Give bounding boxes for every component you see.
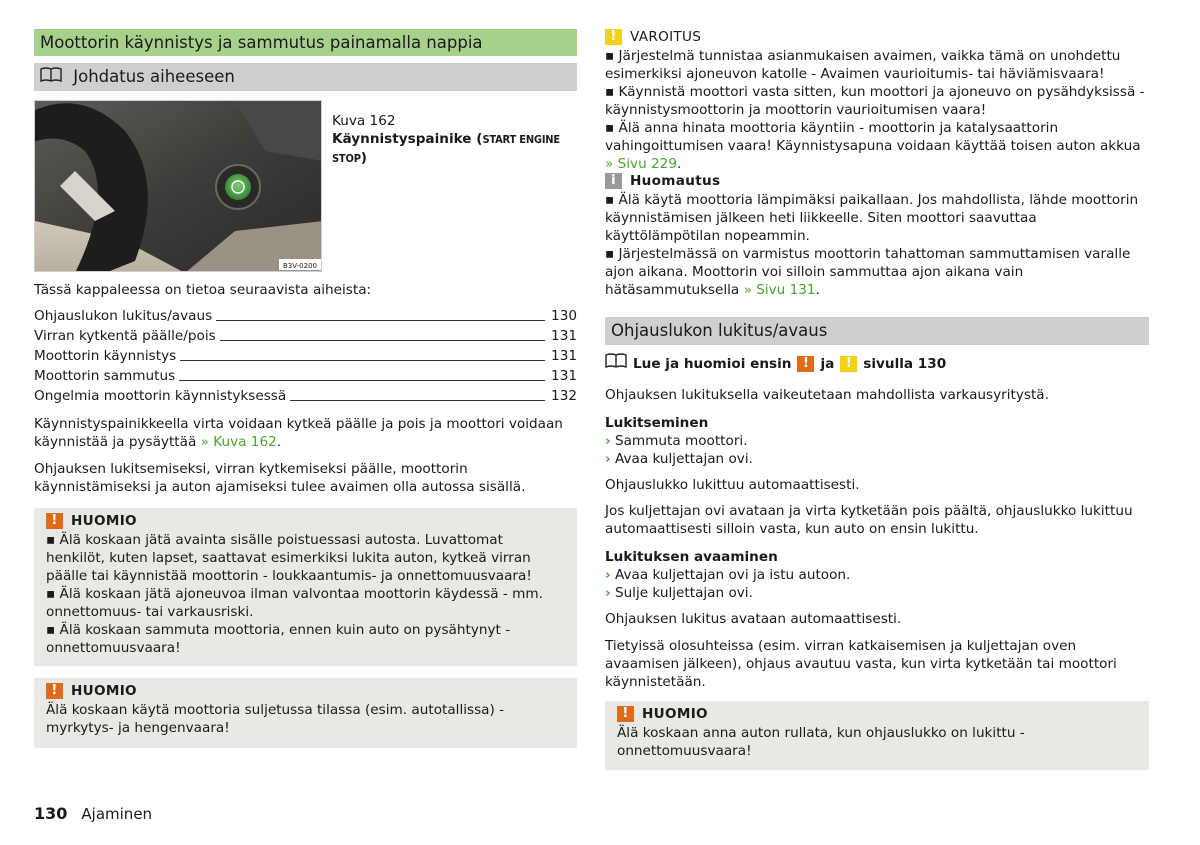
lock-title: Lukitseminen	[605, 415, 709, 431]
toc-item[interactable]	[34, 345, 577, 365]
warning-icon: !	[605, 29, 622, 45]
paragraph-intro	[34, 415, 577, 451]
paragraph-text: Käynnistyspainikkeella virta voidaan kytkeä päälle ja pois ja moottori voidaan käynnistää ja pysäyttää	[34, 416, 563, 450]
unlock-step-text: Avaa kuljettajan ovi ja istu autoon.	[614, 567, 851, 583]
toc-item[interactable]	[34, 305, 577, 325]
figure-title	[332, 130, 577, 168]
toc-item-title: Moottorin sammutus	[34, 368, 176, 384]
huomio-box-2	[34, 678, 577, 748]
huomautus-item: ▪ Älä käytä moottoria lämpimäksi paikallaan. Jos mahdollista, lähde moottorin käynnistämisen jälkeen heti liikkeelle. Siten moottori saavuttaa käyttölämpötilan nopeammin.	[605, 192, 1139, 244]
toc-leader	[180, 360, 545, 361]
toc-leader	[290, 400, 545, 401]
toc-item-page: 130	[551, 308, 577, 324]
paragraph-key: Ohjauksen lukitsemiseksi, virran kytkemiseksi päälle, moottorin käynnistämiseksi ja auton ajamiseksi tulee avaimen olla autossa sisällä.	[34, 461, 526, 495]
huomautus-title	[605, 172, 1149, 190]
huomautus-title-text: Huomautus	[630, 173, 721, 189]
huomio-title	[46, 512, 565, 530]
lock-step-text: Avaa kuljettajan ovi.	[614, 451, 753, 467]
toc-item-title: Ohjauslukon lukitus/avaus	[34, 308, 213, 324]
unlock-step-text: Sulje kuljettajan ovi.	[614, 585, 753, 601]
figure-caption	[332, 112, 577, 168]
warning-icon: !	[840, 356, 857, 372]
read-first-and: ja	[820, 355, 835, 372]
intro-heading-label: Johdatus aiheeseen	[73, 67, 235, 86]
unlock-section	[605, 548, 1149, 602]
toc-item-page: 132	[551, 388, 577, 404]
toc-intro: Tässä kappaleessa on tietoa seuraavista aiheista:	[34, 282, 372, 298]
huomio-title-text: HUOMIO	[642, 706, 708, 722]
huomio-box-1	[34, 508, 577, 666]
paragraph-door-open: Jos kuljettajan ovi avataan ja virta kytketään pois päältä, ohjauslukko lukittuu automaattisesti silloin vasta, kun auto on ensin lukittu.	[605, 503, 1133, 537]
varoitus-block	[605, 28, 1149, 173]
read-first-text: Lue ja huomioi ensin	[633, 355, 792, 372]
lock-step	[605, 432, 1149, 450]
exclamation-icon: !	[797, 356, 814, 372]
figure-link[interactable]: » Kuva 162	[200, 434, 277, 450]
varoitus-title	[605, 28, 1149, 46]
paragraph-end: .	[276, 434, 282, 450]
figure-code: B3V-0200	[283, 262, 317, 270]
toc-item-title: Virran kytkentä päälle/pois	[34, 328, 216, 344]
lock-section	[605, 414, 1149, 468]
huomautus-item-end: .	[815, 282, 820, 298]
page-footer	[34, 805, 152, 823]
section-title: Moottorin käynnistys ja sammutus painamalla nappia	[34, 29, 577, 56]
exclamation-icon: !	[46, 513, 63, 529]
book-icon	[40, 64, 62, 92]
chevron-right-icon: ›	[605, 433, 611, 449]
info-icon: i	[605, 173, 622, 189]
section-title-steering-lock: Ohjauslukon lukitus/avaus	[605, 317, 1149, 345]
toc-leader	[220, 340, 545, 341]
huomio-title	[617, 705, 1137, 723]
paragraph-auto-lock: Ohjauslukko lukittuu automaattisesti.	[605, 477, 860, 493]
chevron-right-icon: ›	[605, 451, 611, 467]
huomautus-item-text: ▪ Järjestelmässä on varmistus moottorin tahattoman sammuttamisen varalle ajon aikana. Moottorin voi silloin sammuttaa ajon aikana vain hätäsammutuksella	[605, 246, 1131, 298]
huomio-title-text: HUOMIO	[71, 683, 137, 699]
varoitus-item	[605, 119, 1149, 173]
huomautus-item	[605, 245, 1149, 299]
toc-item-page: 131	[551, 328, 577, 344]
huomio-text: Älä koskaan anna auton rullata, kun ohjauslukko on lukittu - onnettomuusvaara!	[617, 725, 1025, 759]
figure-title-small: START ENGINE STOP	[332, 133, 560, 165]
unlock-step	[605, 584, 1149, 602]
chevron-right-icon: ›	[605, 585, 611, 601]
toc-item[interactable]	[34, 365, 577, 385]
read-first-note	[605, 353, 1149, 374]
toc-item-page: 131	[551, 348, 577, 364]
toc-leader	[179, 380, 545, 381]
toc-item-page: 131	[551, 368, 577, 384]
figure-title-end: )	[360, 150, 367, 166]
varoitus-title-text: VAROITUS	[630, 29, 702, 45]
exclamation-icon: !	[46, 683, 63, 699]
unlock-step	[605, 566, 1149, 584]
huomio-box-3	[605, 701, 1149, 770]
huomio-text: Älä koskaan käytä moottoria suljetussa tilassa (esim. autotallissa) - myrkytys- ja hengenvaara!	[46, 702, 505, 736]
varoitus-item: ▪ Järjestelmä tunnistaa asianmukaisen avaimen, vaikka tämä on unohdettu esimerkiksi ajoneuvon katolle - Avaimen vaurioitumis- tai häviämisvaara!	[605, 48, 1121, 82]
lock-step-text: Sammuta moottori.	[614, 433, 748, 449]
varoitus-item-end: .	[676, 156, 682, 172]
page-link[interactable]: » Sivu 131	[743, 282, 816, 298]
footer-section: Ajaminen	[81, 805, 153, 823]
varoitus-item-text: ▪ Älä anna hinata moottoria käyntiin - moottorin ja katalysaattorin vahingoittumisen vaara! Käynnistysapuna voidaan käyttää toisen auton akkua	[605, 120, 1141, 154]
intro-heading	[34, 63, 577, 91]
unlock-title: Lukituksen avaaminen	[605, 549, 778, 565]
chevron-right-icon: ›	[605, 567, 611, 583]
toc-item-title: Moottorin käynnistys	[34, 348, 177, 364]
huomio-title-text: HUOMIO	[71, 513, 137, 529]
toc-item[interactable]	[34, 325, 577, 345]
figure-title-text: Käynnistyspainike (	[332, 131, 483, 147]
huomio-item: ▪ Älä koskaan sammuta moottoria, ennen kuin auto on pysähtynyt - onnettomuusvaara!	[46, 622, 511, 656]
page-link[interactable]: » Sivu 229	[605, 156, 677, 172]
figure-image	[34, 100, 322, 272]
paragraph-auto-unlock: Ohjauksen lukitus avataan automaattisesti.	[605, 611, 902, 627]
paragraph-lock-purpose: Ohjauksen lukituksella vaikeutetaan mahdollista varkausyritystä.	[605, 387, 1049, 403]
huomautus-block	[605, 172, 1149, 299]
paragraph-conditions: Tietyissä olosuhteissa (esim. virran katkaisemisen ja kuljettajan oven avaamisen jälkeen), ohjaus avautuu vasta, kun virta kytketään tai moottori käynnistetään.	[605, 638, 1117, 690]
lock-step	[605, 450, 1149, 468]
huomio-title	[46, 682, 565, 700]
huomio-item: ▪ Älä koskaan jätä avainta sisälle poistuessasi autosta. Luvattomat henkilöt, kuten lapset, saattavat esimerkiksi lukita auton, kytkeä virran päälle tai käynnistää moottorin - loukkaantumis- ja onnettomuusvaara!	[46, 532, 532, 584]
page-number: 130	[34, 804, 68, 823]
huomio-item: ▪ Älä koskaan jätä ajoneuvoa ilman valvontaa moottorin käydessä - mm. onnettomuus- tai varkausriski.	[46, 586, 543, 620]
varoitus-item: ▪ Käynnistä moottori vasta sitten, kun moottori ja ajoneuvo on pysähdyksissä - käynnistysmoottorin ja moottorin vaurioitumisen vaara!	[605, 84, 1145, 118]
toc-leader	[216, 320, 545, 321]
read-first-page: sivulla 130	[863, 355, 947, 372]
toc-item[interactable]	[34, 385, 577, 405]
exclamation-icon: !	[617, 706, 634, 722]
toc-item-title: Ongelmia moottorin käynnistyksessä	[34, 388, 287, 404]
figure-number: Kuva 162	[332, 113, 396, 129]
book-icon	[605, 353, 627, 374]
